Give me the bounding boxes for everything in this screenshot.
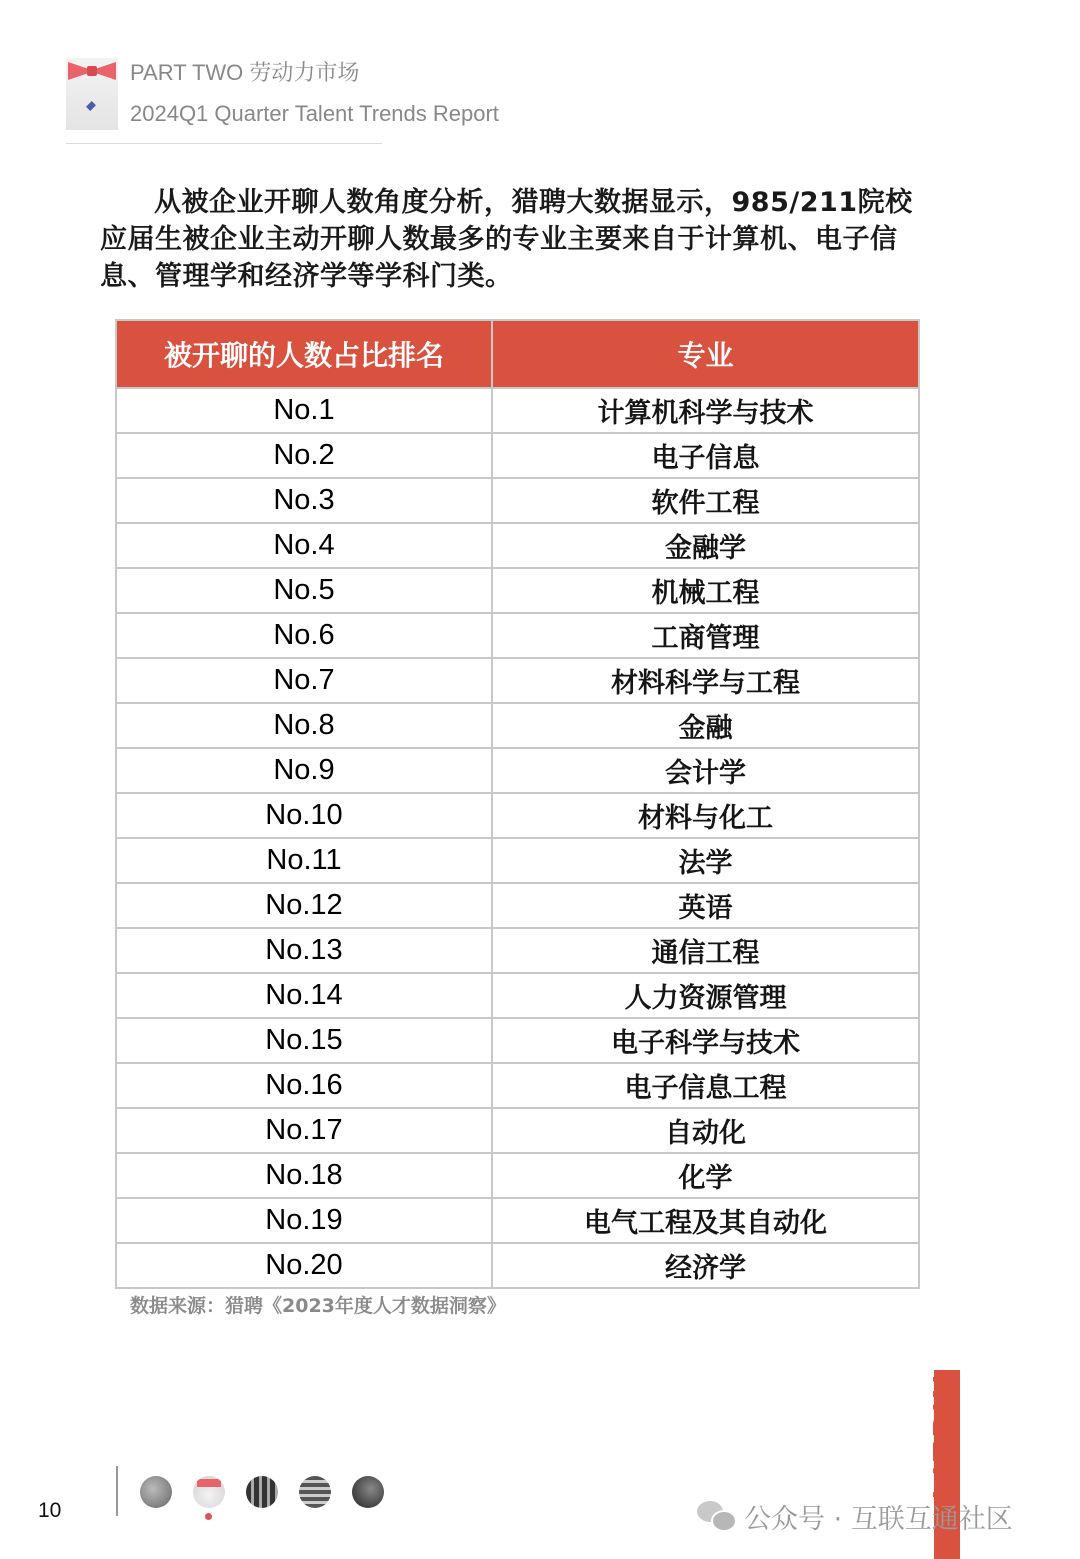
rank-cell: No.18 <box>116 1153 492 1198</box>
header-divider <box>66 143 382 144</box>
page-number: 10 <box>38 1499 62 1522</box>
major-cell: 会计学 <box>492 748 919 793</box>
major-cell: 人力资源管理 <box>492 973 919 1018</box>
table-row <box>116 658 919 703</box>
nav-thumbnail-3[interactable] <box>246 1476 278 1508</box>
section-label: PART TWO 劳动力市场 <box>130 60 360 85</box>
rank-cell: No.1 <box>116 388 492 433</box>
brand-text: LIEPIN <box>926 1371 965 1499</box>
rank-cell: No.11 <box>116 838 492 883</box>
major-cell: 英语 <box>492 883 919 928</box>
rank-cell: No.16 <box>116 1063 492 1108</box>
major-cell: 电子信息工程 <box>492 1063 919 1108</box>
rank-cell: No.15 <box>116 1018 492 1063</box>
table-row <box>116 1153 919 1198</box>
wechat-bubble-small <box>711 1510 737 1532</box>
nav-thumbnail-5[interactable] <box>352 1476 384 1508</box>
wechat-icon <box>697 1499 737 1529</box>
table-row <box>116 793 919 838</box>
major-cell: 材料与化工 <box>492 793 919 838</box>
table-row <box>116 568 919 613</box>
major-column-header: 专业 <box>492 320 919 388</box>
major-cell: 化学 <box>492 1153 919 1198</box>
major-cell: 金融 <box>492 703 919 748</box>
table-row <box>116 1198 919 1243</box>
table-row <box>116 433 919 478</box>
table-row <box>116 973 919 1018</box>
major-cell: 电子信息 <box>492 433 919 478</box>
table-row <box>116 1018 919 1063</box>
rank-cell: No.8 <box>116 703 492 748</box>
rank-column-header: 被开聊的人数占比排名 <box>116 320 492 388</box>
rank-cell: No.13 <box>116 928 492 973</box>
intro-paragraph: 从被企业开聊人数角度分析，猎聘大数据显示，985/211院校应届生被企业主动开聊人数最多的专业主要来自于计算机、电子信息、管理学和经济学等学科门类。 <box>100 187 913 292</box>
table-row <box>116 883 919 928</box>
rank-cell: No.17 <box>116 1108 492 1153</box>
major-cell: 工商管理 <box>492 613 919 658</box>
major-cell: 通信工程 <box>492 928 919 973</box>
table-row <box>116 748 919 793</box>
table-row <box>116 1243 919 1288</box>
rank-cell: No.19 <box>116 1198 492 1243</box>
rank-cell: No.20 <box>116 1243 492 1288</box>
bow-knot-shape <box>87 66 97 76</box>
header-thumbnail-image <box>66 58 118 130</box>
major-cell: 电子科学与技术 <box>492 1018 919 1063</box>
major-cell: 金融学 <box>492 523 919 568</box>
table-row <box>116 1063 919 1108</box>
active-page-indicator <box>205 1513 212 1520</box>
table-row <box>116 1108 919 1153</box>
rank-cell: No.9 <box>116 748 492 793</box>
major-cell: 自动化 <box>492 1108 919 1153</box>
nav-thumbnail-4[interactable] <box>299 1476 331 1508</box>
major-cell: 软件工程 <box>492 478 919 523</box>
major-cell: 经济学 <box>492 1243 919 1288</box>
table-row <box>116 478 919 523</box>
nav-thumbnail-2[interactable] <box>193 1476 225 1508</box>
rank-cell: No.4 <box>116 523 492 568</box>
rank-cell: No.5 <box>116 568 492 613</box>
rank-cell: No.12 <box>116 883 492 928</box>
report-title: 2024Q1 Quarter Talent Trends Report <box>130 101 499 126</box>
watermark-text: 公众号 · 互联互通社区 <box>744 1504 1013 1535</box>
major-cell: 电气工程及其自动化 <box>492 1198 919 1243</box>
major-cell: 计算机科学与技术 <box>492 388 919 433</box>
table-row <box>116 388 919 433</box>
rank-cell: No.14 <box>116 973 492 1018</box>
nav-thumbnail-1[interactable] <box>140 1476 172 1508</box>
table-row <box>116 523 919 568</box>
major-cell: 材料科学与工程 <box>492 658 919 703</box>
table-row <box>116 703 919 748</box>
table-body <box>116 388 919 1288</box>
rank-cell: No.10 <box>116 793 492 838</box>
rank-cell: No.7 <box>116 658 492 703</box>
lapel-pin-shape <box>86 101 96 111</box>
major-cell: 法学 <box>492 838 919 883</box>
rank-cell: No.3 <box>116 478 492 523</box>
table-header-row <box>116 320 919 388</box>
major-ranking-table <box>115 319 920 1289</box>
rank-cell: No.6 <box>116 613 492 658</box>
table-row <box>116 928 919 973</box>
table-row <box>116 838 919 883</box>
footer-divider <box>116 1466 118 1516</box>
major-cell: 机械工程 <box>492 568 919 613</box>
brand-logo <box>916 1370 976 1500</box>
table-row <box>116 613 919 658</box>
data-source-note: 数据来源：猎聘《2023年度人才数据洞察》 <box>130 1295 506 1317</box>
rank-cell: No.2 <box>116 433 492 478</box>
